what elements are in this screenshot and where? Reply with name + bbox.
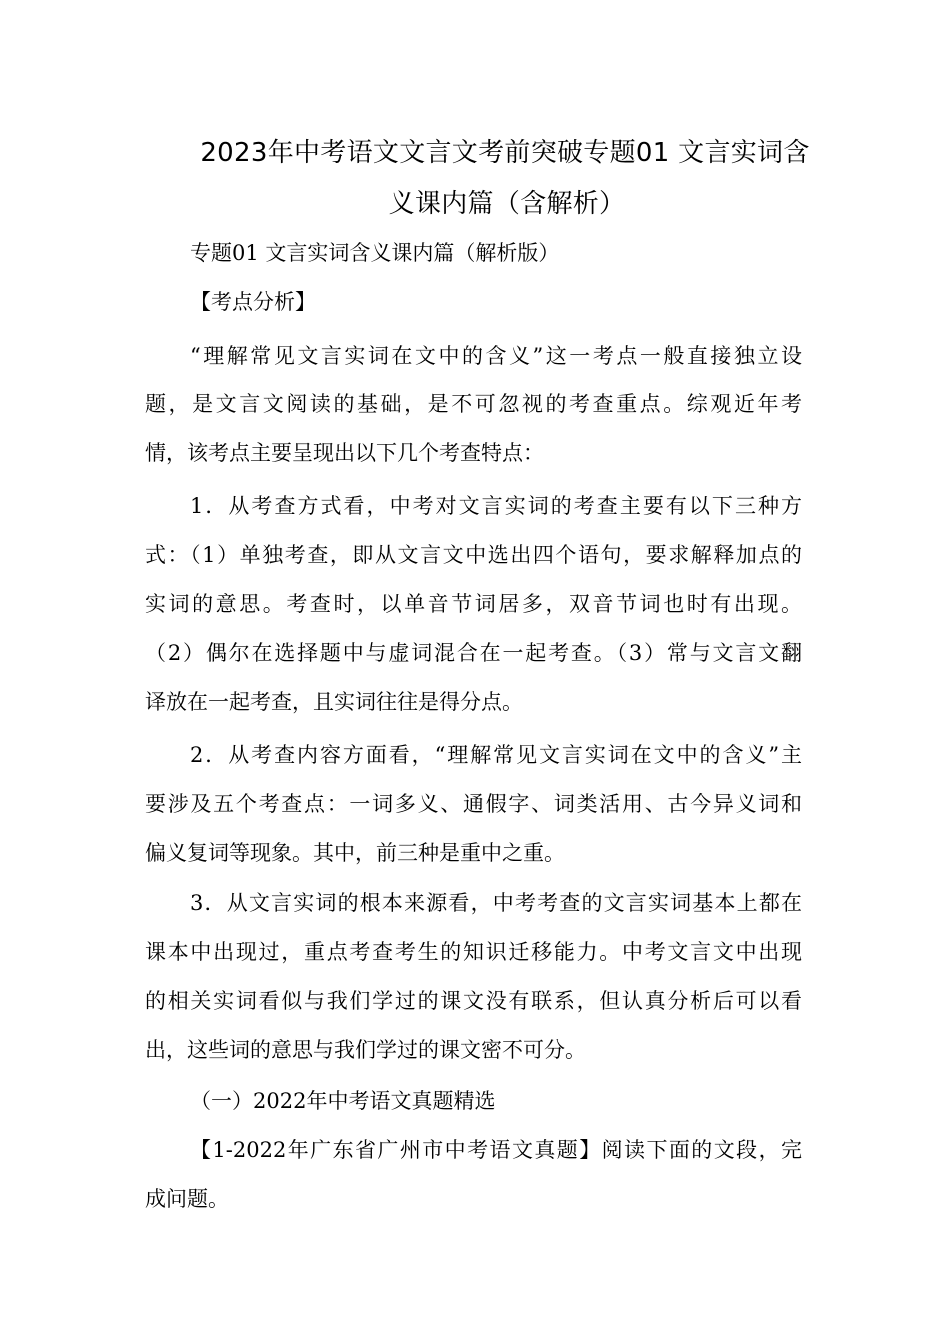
point1-line-3: 实词的意思。考查时，以单音节词居多，双音节词也时有出现。 bbox=[145, 592, 802, 616]
point3-line-4: 出，这些词的意思与我们学过的课文密不可分。 bbox=[145, 1038, 586, 1062]
section-heading: 【考点分析】 bbox=[190, 290, 316, 314]
point2-line-3: 偏义复词等现象。其中，前三种是重中之重。 bbox=[145, 841, 565, 865]
point3-line-2: 课本中出现过，重点考查考生的知识迁移能力。中考文言文中出现 bbox=[145, 940, 802, 964]
intro-line-1: “理解常见文言实词在文中的含义”这一考点一般直接独立设 bbox=[190, 344, 802, 368]
subtitle: 专题01 文言实词含义课内篇（解析版） bbox=[190, 241, 560, 265]
document-title-line-2: 义课内篇（含解析） bbox=[388, 189, 626, 219]
intro-line-3: 情，该考点主要呈现出以下几个考查特点： bbox=[145, 441, 544, 465]
point1-line-1: 1．从考查方式看，中考对文言实词的考查主要有以下三种方 bbox=[190, 494, 802, 518]
point1-line-4: （2）偶尔在选择题中与虚词混合在一起考查。（3）常与文言文翻 bbox=[145, 641, 802, 665]
point2-line-2: 要涉及五个考查点：一词多义、通假字、词类活用、古今异义词和 bbox=[145, 792, 802, 816]
section2-heading: （一）2022年中考语文真题精选 bbox=[190, 1089, 496, 1113]
point1-line-5: 译放在一起考查，且实词往往是得分点。 bbox=[145, 690, 523, 714]
point3-line-3: 的相关实词看似与我们学过的课文没有联系，但认真分析后可以看 bbox=[145, 989, 802, 1013]
point1-line-2: 式：（1）单独考查，即从文言文中选出四个语句，要求解释加点的 bbox=[145, 543, 802, 567]
question1-line-1: 【1-2022年广东省广州市中考语文真题】阅读下面的文段，完 bbox=[190, 1138, 802, 1162]
intro-line-2: 题，是文言文阅读的基础，是不可忽视的考查重点。综观近年考 bbox=[145, 392, 802, 416]
document-title-line-1: 2023年中考语文文言文考前突破专题01 文言实词含 bbox=[200, 138, 810, 168]
point2-line-1: 2．从考查内容方面看，“理解常见文言实词在文中的含义”主 bbox=[190, 743, 802, 767]
question1-line-2: 成问题。 bbox=[145, 1187, 229, 1211]
point3-line-1: 3．从文言实词的根本来源看，中考考查的文言实词基本上都在 bbox=[190, 891, 802, 915]
